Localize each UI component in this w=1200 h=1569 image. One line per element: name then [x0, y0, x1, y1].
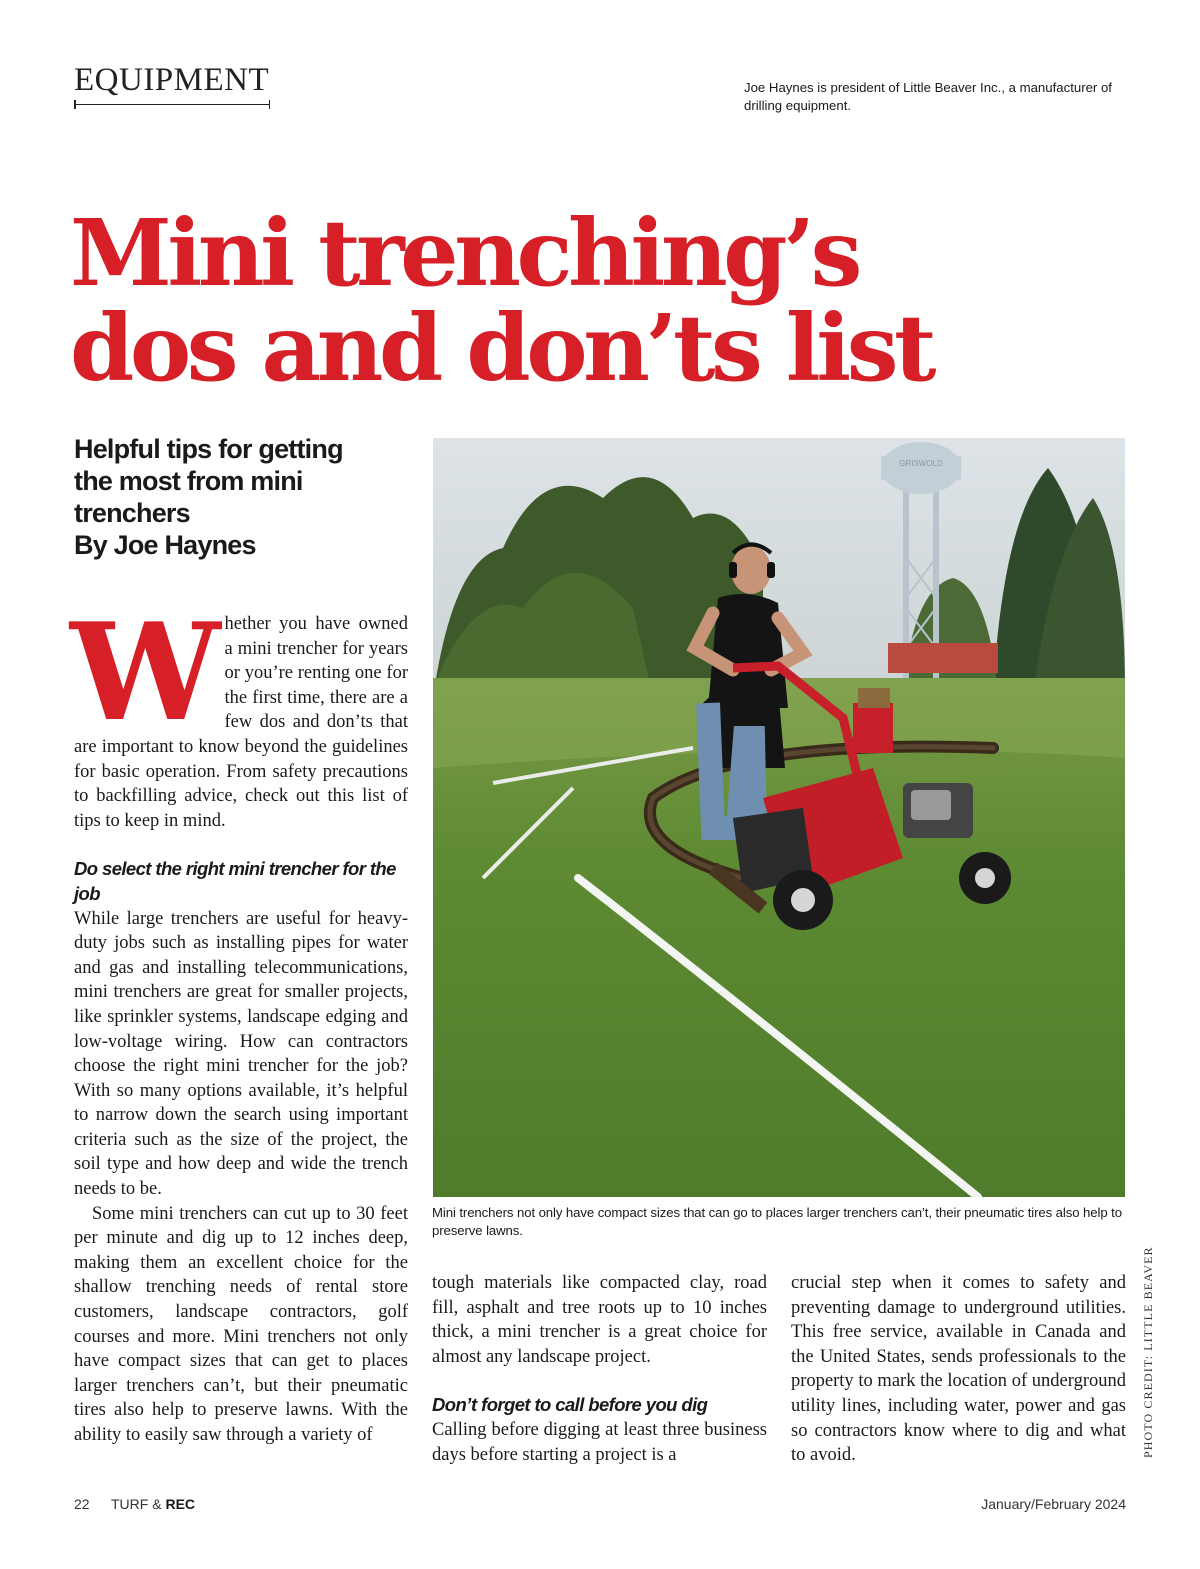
- byline: By Joe Haynes: [74, 530, 256, 560]
- article-column-2: [432, 1271, 767, 1467]
- subhead-line-1: Helpful tips for getting: [74, 434, 343, 464]
- photo-credit: [1140, 1246, 1158, 1458]
- drop-cap: W: [70, 593, 215, 751]
- publication-bold: REC: [165, 1496, 196, 1512]
- subhead-line-3: trenchers: [74, 498, 190, 528]
- paragraph-1: While large trenchers are useful for heavy-duty jobs such as installing pipes for water and gas and installing telecommunications, mini trenchers are great for smaller projects, like sprinkler systems, landscape edging and low-voltage wiring. How can contractors choose the right mini trencher for the job? With so many options available, it’s helpful to narrow down the search using important criteria such as the size of the project, the soil type and how deep and wide the trench needs to be.: [74, 908, 408, 1200]
- issue-date: January/February 2024: [981, 1496, 1126, 1512]
- article-photo: [433, 438, 1125, 1197]
- photo-credit-text: PHOTO CREDIT: LITTLE BEAVER: [1141, 1246, 1155, 1458]
- publication-prefix: TURF &: [111, 1496, 166, 1512]
- paragraph-2-continued: tough materials like compacted clay, road fill, asphalt and tree roots up to 10 inches thick, a mini trencher is a great choice for almost any landscape project.: [432, 1273, 767, 1367]
- subhead-line-2: the most from mini: [74, 466, 303, 496]
- subhead: [74, 433, 404, 561]
- trencher-photo-illustration: [433, 438, 1125, 1197]
- section-heading-2: Don’t forget to call before you dig: [432, 1394, 708, 1416]
- headline-line-2: dos and don’ts list: [70, 294, 932, 402]
- page-number: 22: [74, 1496, 90, 1512]
- article-column-1: [70, 593, 408, 1448]
- paragraph-3: Calling before digging at least three business days before starting a project is a: [432, 1419, 767, 1465]
- headline: [70, 199, 1130, 402]
- paragraph-2: Some mini trenchers can cut up to 30 feet per minute and dig up to 12 inches deep, making them an excellent choice for the shallow trenching needs of rental store customers, landscape contractors, golf courses and more. Mini trenchers not only have compact sizes that can get to places larger trenchers can’t, but their pneumatic tires also help to preserve lawns. With the ability to easily saw through a variety of: [74, 1203, 408, 1445]
- paragraph-3-continued: crucial step when it comes to safety and preventing damage to underground utilities. This free service, available in Canada and the United States, sends professionals to the property to mark the location of underground utility lines, including water, power and gas so contractors know where to dig and what to avoid.: [791, 1273, 1126, 1466]
- intro-paragraph: [70, 593, 408, 833]
- intro-text: hether you have owned a mini trencher for years or you’re renting one for the first time, there are a few dos and don’ts that are important to know beyond the guidelines for basic operation. From safety precautions to backfilling advice, check out this list of tips to keep in mind.: [74, 614, 408, 831]
- photo-caption: Mini trenchers not only have compact sizes that can go to places larger trenchers can’t, their pneumatic tires also help to preserve lawns.: [432, 1205, 1122, 1238]
- section-heading-1: Do select the right mini trencher for the job: [74, 858, 396, 904]
- headline-line-1: Mini trenching’s: [70, 199, 858, 307]
- publication-name: [111, 1496, 195, 1512]
- section-tag: EQUIPMENT: [74, 60, 270, 105]
- water-tower-label: GRISWOLD: [899, 459, 943, 468]
- article-column-3: [791, 1271, 1126, 1468]
- author-note: Joe Haynes is president of Little Beaver Inc., a manufacturer of drilling equipment.: [744, 80, 1112, 113]
- page-footer: [74, 1496, 1126, 1516]
